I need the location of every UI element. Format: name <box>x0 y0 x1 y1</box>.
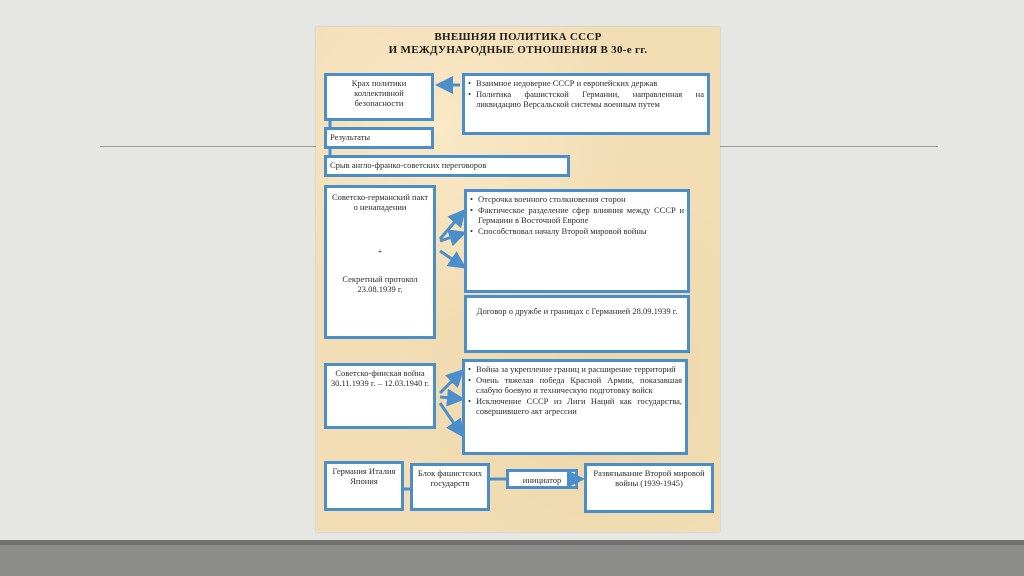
results-text: Результаты <box>330 132 371 142</box>
arrow-pact-3 <box>440 251 464 267</box>
arrows-layer <box>316 27 720 532</box>
failure-text: Срыв англо-франко-советских переговоров <box>330 160 487 170</box>
treaty-text: Договор о дружбе и границах с Германией 28.09.1939 г. <box>476 306 678 316</box>
outcome-item: • Война за укрепление границ и расширение территорий <box>476 364 682 374</box>
outcome-item: • Исключение СССР из Лиги Наций как государства, совершившего акт агрессии <box>476 396 682 416</box>
poster-title-line1: ВНЕШНЯЯ ПОЛИТИКА СССР <box>434 31 602 43</box>
arrow-war-2 <box>440 397 462 399</box>
reason-item: • Взаимное недоверие СССР и европейских держав <box>476 78 704 88</box>
collapse-text: Крах политики коллективной безопасности <box>351 78 407 108</box>
slide-footer-bar <box>0 540 1024 576</box>
protocol-text: Секретный протокол 23.08.1939 г. <box>342 274 418 294</box>
arrow-war-3 <box>440 403 462 435</box>
outbreak-text: Развязывание Второй мировой войны (1939-1945) <box>593 468 705 488</box>
initiator-text: инициатор <box>522 475 562 485</box>
countries-text: Германия Италия Япония <box>332 466 396 486</box>
consequence-item: • Способствовал началу Второй мировой войны <box>478 226 684 236</box>
reason-item: • Политика фашистской Германии, направленная на ликвидацию Версальской системы военным путем <box>476 89 704 109</box>
finnish-war-text: Советско-финская война 30.11.1939 г. – 12.03.1940 г. <box>330 368 430 388</box>
bloc-text: Блок фашистских государств <box>417 468 483 488</box>
consequence-item: • Отсрочка военного столкновения сторон <box>478 194 684 204</box>
history-scheme-poster <box>316 27 720 532</box>
pact-text: Советско-германский пакт о ненападении <box>331 192 429 212</box>
outcome-item: • Очень тяжелая победа Красной Армии, показавшая слабую боевую и техническую подготовку войск <box>476 375 682 395</box>
arrow-war-1 <box>440 371 462 393</box>
poster-title-line2: И МЕЖДУНАРОДНЫЕ ОТНОШЕНИЯ В 30-е гг. <box>388 44 648 56</box>
plus-sign: + <box>377 246 383 256</box>
consequence-item: • Фактическое разделение сфер влияния между СССР и Германии в Восточной Европе <box>478 205 684 225</box>
